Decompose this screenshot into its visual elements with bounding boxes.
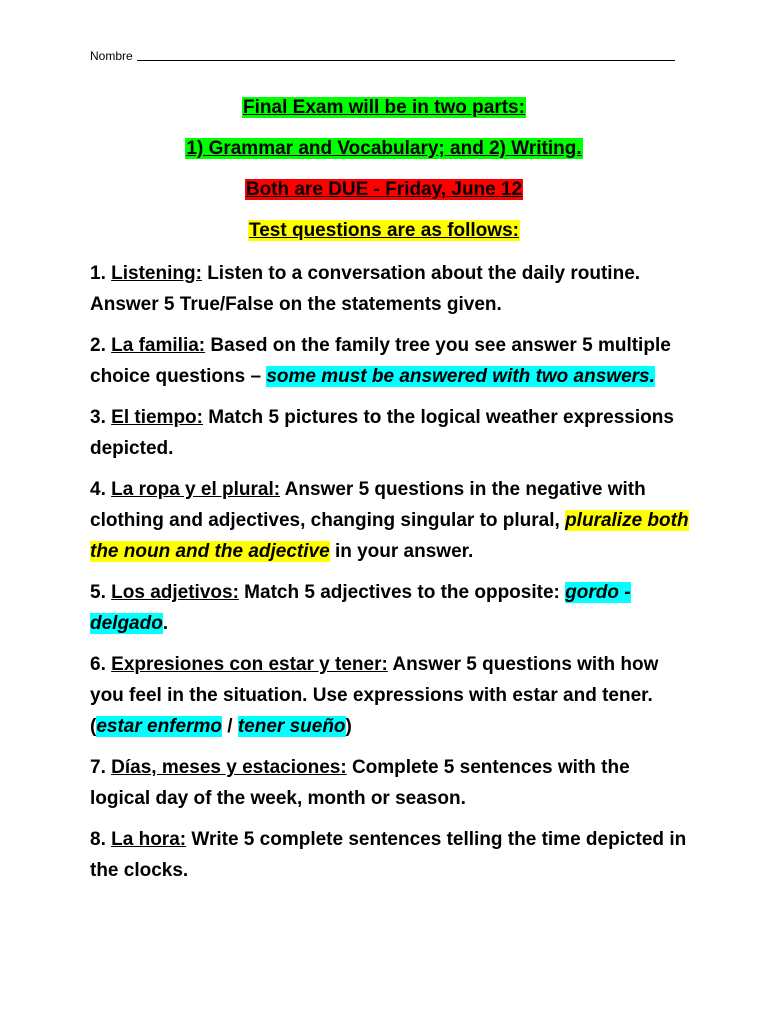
item-number: 4. [90,479,106,500]
headline-parts-list-text: 1) Grammar and Vocabulary; and 2) Writing. [186,138,582,159]
list-item [90,402,690,464]
headline-test-questions-text: Test questions are as follows: [249,220,519,241]
item-text: Based on the family tree you see answer 5 multiple choice questions – [90,335,671,387]
item-highlight: estar enfermo [96,716,222,737]
item-title: Listening: [111,263,202,284]
item-tail: . [162,613,169,634]
item-title: Días, meses y estaciones: [111,757,347,778]
item-title: Expresiones con estar y tener: [111,654,388,675]
list-item [90,474,690,567]
name-label: Nombre [90,49,133,63]
list-item [90,330,690,392]
item-text: Write 5 complete sentences telling the time depicted in the clocks. [90,829,687,881]
name-field [90,48,675,64]
item-tail: in your answer. [334,541,474,562]
list-item [90,577,690,639]
item-title: El tiempo: [111,407,203,428]
headline-exam-parts-text: Final Exam will be in two parts: [243,97,525,118]
headline-due-date [0,178,768,202]
list-item [90,258,690,320]
item-title: La hora: [111,829,187,850]
name-blank-line [137,60,675,61]
item-close-paren: ) [345,716,352,737]
list-item [90,649,690,742]
item-text: Answer 5 questions with how you feel in the situation. Use expressions with estar and tener. [90,654,659,706]
headline-parts-list [0,137,768,161]
item-highlight-2: tener sueño [237,716,346,737]
item-title: La ropa y el plural: [111,479,281,500]
item-number: 1. [90,263,106,284]
item-number: 5. [90,582,106,603]
item-text: Match 5 adjectives to the opposite: [244,582,560,603]
item-number: 3. [90,407,106,428]
item-text: Complete 5 sentences with the logical day of the week, month or season. [90,757,630,809]
headline-due-date-text: Both are DUE - Friday, June 12 [245,179,523,200]
item-text: Answer 5 questions in the negative with clothing and adjectives, changing singular to plural, [90,479,646,531]
item-number: 8. [90,829,106,850]
item-open-paren: ( [90,716,97,737]
item-highlight: gordo - delgado [90,582,631,634]
question-list [90,258,690,896]
list-item [90,824,690,886]
headline-exam-parts [0,96,768,120]
item-highlight: some must be answered with two answers. [266,366,655,387]
item-separator: / [222,716,238,737]
item-title: La familia: [111,335,206,356]
item-number: 6. [90,654,106,675]
item-number: 2. [90,335,106,356]
item-title: Los adjetivos: [111,582,239,603]
item-number: 7. [90,757,106,778]
item-text: Listen to a conversation about the daily routine. Answer 5 True/False on the statements given. [90,263,641,315]
item-text: Match 5 pictures to the logical weather expressions depicted. [90,407,674,459]
item-highlight: pluralize both the noun and the adjective [90,510,689,562]
headline-test-questions [0,219,768,243]
list-item [90,752,690,814]
